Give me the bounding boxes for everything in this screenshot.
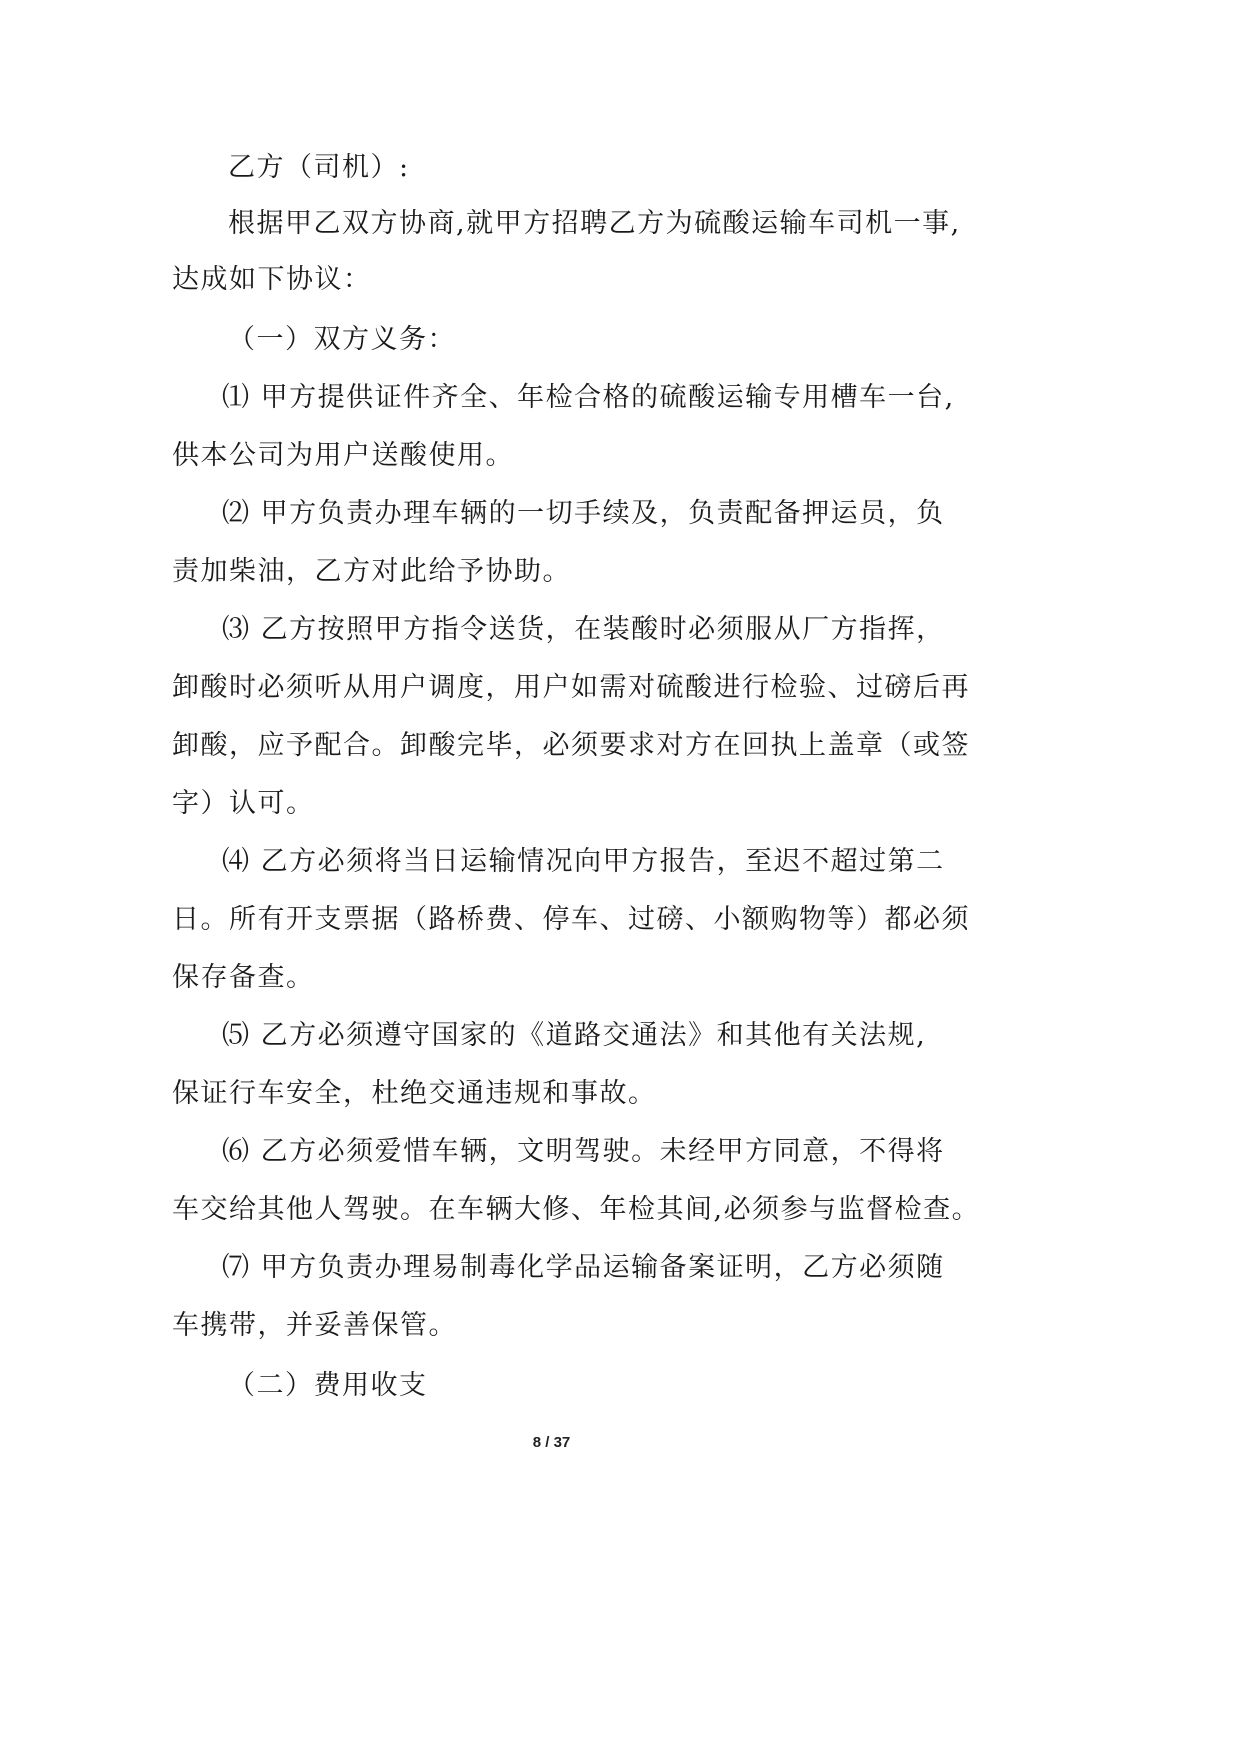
paragraph-line: ⑴ 甲方提供证件齐全、年检合格的硫酸运输专用槽车一台,: [222, 382, 955, 413]
paragraph-line: ⑷ 乙方必须将当日运输情况向甲方报告，至迟不超过第二: [222, 846, 945, 877]
paragraph-line: 车交给其他人驾驶。在车辆大修、年检其间,必须参与监督检查。: [172, 1194, 981, 1225]
section-heading: （一）双方义务：: [228, 324, 456, 355]
paragraph-line: 供本公司为用户送酸使用。: [172, 440, 514, 471]
paragraph-line: ⑺ 甲方负责办理易制毒化学品运输备案证明，乙方必须随: [222, 1252, 945, 1283]
paragraph-line: 字）认可。: [172, 788, 315, 819]
paragraph-line: ⑵ 甲方负责办理车辆的一切手续及，负责配备押运员，负: [222, 498, 945, 529]
section-heading: （二）费用收支: [228, 1370, 428, 1401]
paragraph-line: ⑹ 乙方必须爱惜车辆，文明驾驶。未经甲方同意，不得将: [222, 1136, 945, 1167]
page-number: 8 / 37: [532, 1434, 571, 1451]
paragraph-line: 保存备查。: [172, 962, 315, 993]
paragraph-line: 车携带，并妥善保管。: [172, 1310, 457, 1341]
paragraph-line: 责加柴油，乙方对此给予协助。: [172, 556, 571, 587]
paragraph-line: 达成如下协议：: [172, 264, 372, 295]
paragraph-line: 保证行车安全，杜绝交通违规和事故。: [172, 1078, 657, 1109]
paragraph-line: 乙方（司机）:: [228, 152, 410, 183]
paragraph-line: 根据甲乙双方协商,就甲方招聘乙方为硫酸运输车司机一事,: [228, 208, 961, 239]
paragraph-line: ⑶ 乙方按照甲方指令送货，在装酸时必须服从厂方指挥，: [222, 614, 945, 645]
paragraph-line: 日。所有开支票据（路桥费、停车、过磅、小额购物等）都必须: [172, 904, 970, 935]
paragraph-line: 卸酸，应予配合。卸酸完毕，必须要求对方在回执上盖章（或签: [172, 730, 970, 761]
paragraph-line: 卸酸时必须听从用户调度，用户如需对硫酸进行检验、过磅后再: [172, 672, 970, 703]
paragraph-line: ⑸ 乙方必须遵守国家的《道路交通法》和其他有关法规,: [222, 1020, 927, 1051]
